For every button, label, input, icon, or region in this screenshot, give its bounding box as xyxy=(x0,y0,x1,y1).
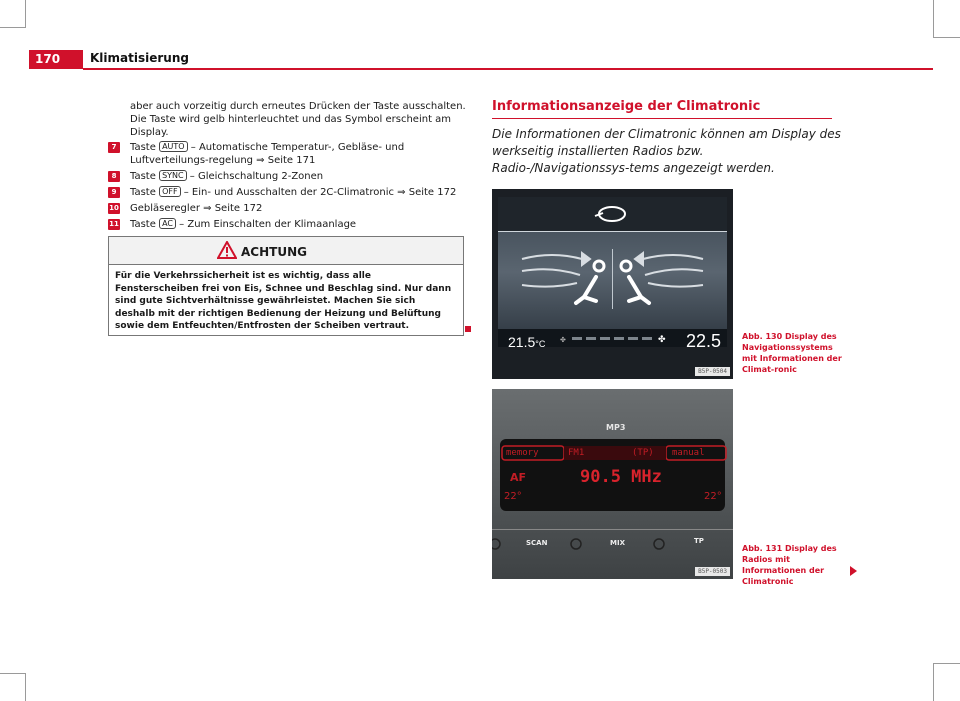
left-temperature: 21.5°C xyxy=(508,334,546,350)
warning-header xyxy=(109,237,463,265)
right-temperature: 22° xyxy=(704,491,722,502)
list-item xyxy=(108,170,468,183)
section-rule xyxy=(492,118,832,119)
figure-caption: Abb. 130 Display des Navigationssystems mit Informationen der Climat-ronic xyxy=(742,332,842,374)
tp-button-label: TP xyxy=(694,537,704,545)
item-text: – Automatische Temperatur-, Gebläse- und Luftverteilungs-regelung ⇒ Seite 171 xyxy=(130,142,405,166)
chapter-title: Klimatisierung xyxy=(90,51,189,65)
item-number: 9 xyxy=(108,187,120,198)
left-temperature: 22° xyxy=(504,491,522,502)
item-number: 8 xyxy=(108,171,120,182)
warning-title: ACHTUNG xyxy=(241,245,307,259)
figure-radio-display xyxy=(492,389,733,579)
header-rule xyxy=(83,68,933,70)
mix-button-label: MIX xyxy=(610,539,625,547)
crop-mark xyxy=(933,663,934,701)
station-band: FM1 xyxy=(568,448,585,458)
tp-indicator: (TP) xyxy=(632,448,654,458)
crop-mark xyxy=(933,663,960,664)
fan-icon-small: ✤ xyxy=(560,336,566,344)
crop-mark xyxy=(933,37,960,38)
crop-mark xyxy=(933,0,934,38)
auto-key-label: AUTO xyxy=(159,141,188,152)
list-item xyxy=(108,141,468,167)
item-text: – Gleichschaltung 2-Zonen xyxy=(189,171,324,182)
fan-icon: ✤ xyxy=(658,335,666,345)
warning-box xyxy=(108,236,464,336)
item-text: Gebläseregler ⇒ Seite 172 xyxy=(130,203,263,214)
intro-text: aber auch vorzeitig durch erneutes Drücken der Taste ausschalten. Die Taste wird gelb hinterleuchtet und das Symbol erscheint am Display. xyxy=(130,101,466,138)
crop-mark xyxy=(0,27,26,28)
source-label: MP3 xyxy=(606,423,626,432)
scan-button-label: SCAN xyxy=(526,539,548,547)
section-title: Informationsanzeige der Climatronic xyxy=(492,99,761,114)
item-prefix: Taste xyxy=(130,171,156,182)
crop-mark xyxy=(25,0,26,28)
right-temperature: 22.5 xyxy=(686,331,722,351)
section-intro: Die Informationen der Climatronic können am Display des werkseitig installierten Radios bzw. Radio-/Navigationssys-tems angezeigt werden. xyxy=(492,127,841,175)
item-text: – Ein- und Ausschalten der 2C-Climatronic ⇒ Seite 172 xyxy=(183,187,457,198)
item-prefix: Taste xyxy=(130,142,156,153)
item-number: 7 xyxy=(108,142,120,153)
item-text: – Zum Einschalten der Klimaanlage xyxy=(179,219,357,230)
warning-text: Für die Verkehrssicherheit ist es wichtig, dass alle Fensterscheiben frei von Eis, Schnee und Beschlag sind. Nur dann sind gute Sichtverhältnisse gewährleistet. Machen Sie sich deshalb mit der richtigen Bedienung der Heizung und Belüftung sowie dem Entfeuchten/Entfrosten der Scheiben vertraut. xyxy=(115,271,452,331)
sync-key-label: SYNC xyxy=(159,170,187,181)
crop-mark xyxy=(25,673,26,701)
list-item xyxy=(108,218,468,231)
continue-arrow-icon xyxy=(850,566,857,576)
off-key-label: OFF xyxy=(159,186,181,197)
manual-button-label: manual xyxy=(672,448,705,458)
crop-mark xyxy=(0,673,26,674)
item-number: 11 xyxy=(109,220,119,228)
warning-triangle-icon xyxy=(217,241,237,263)
left-column xyxy=(108,100,468,234)
figure-code: B5P-0504 xyxy=(695,367,730,376)
figure-navigation-display xyxy=(492,189,733,379)
memory-button-label: memory xyxy=(506,448,539,458)
frequency-display: 90.5 MHz xyxy=(580,467,662,487)
figure-code: B5P-0503 xyxy=(695,567,730,576)
item-prefix: Taste xyxy=(130,219,156,230)
af-indicator: AF xyxy=(510,471,527,484)
item-prefix: Taste xyxy=(130,187,156,198)
list-item xyxy=(108,202,468,215)
section-end-marker xyxy=(465,326,471,332)
page-number: 170 xyxy=(29,50,83,69)
ac-key-label: AC xyxy=(159,218,176,229)
list-item xyxy=(108,186,468,199)
item-number: 10 xyxy=(109,204,119,212)
figure-caption: Abb. 131 Display des Radios mit Informationen der Climatronic xyxy=(742,544,837,586)
